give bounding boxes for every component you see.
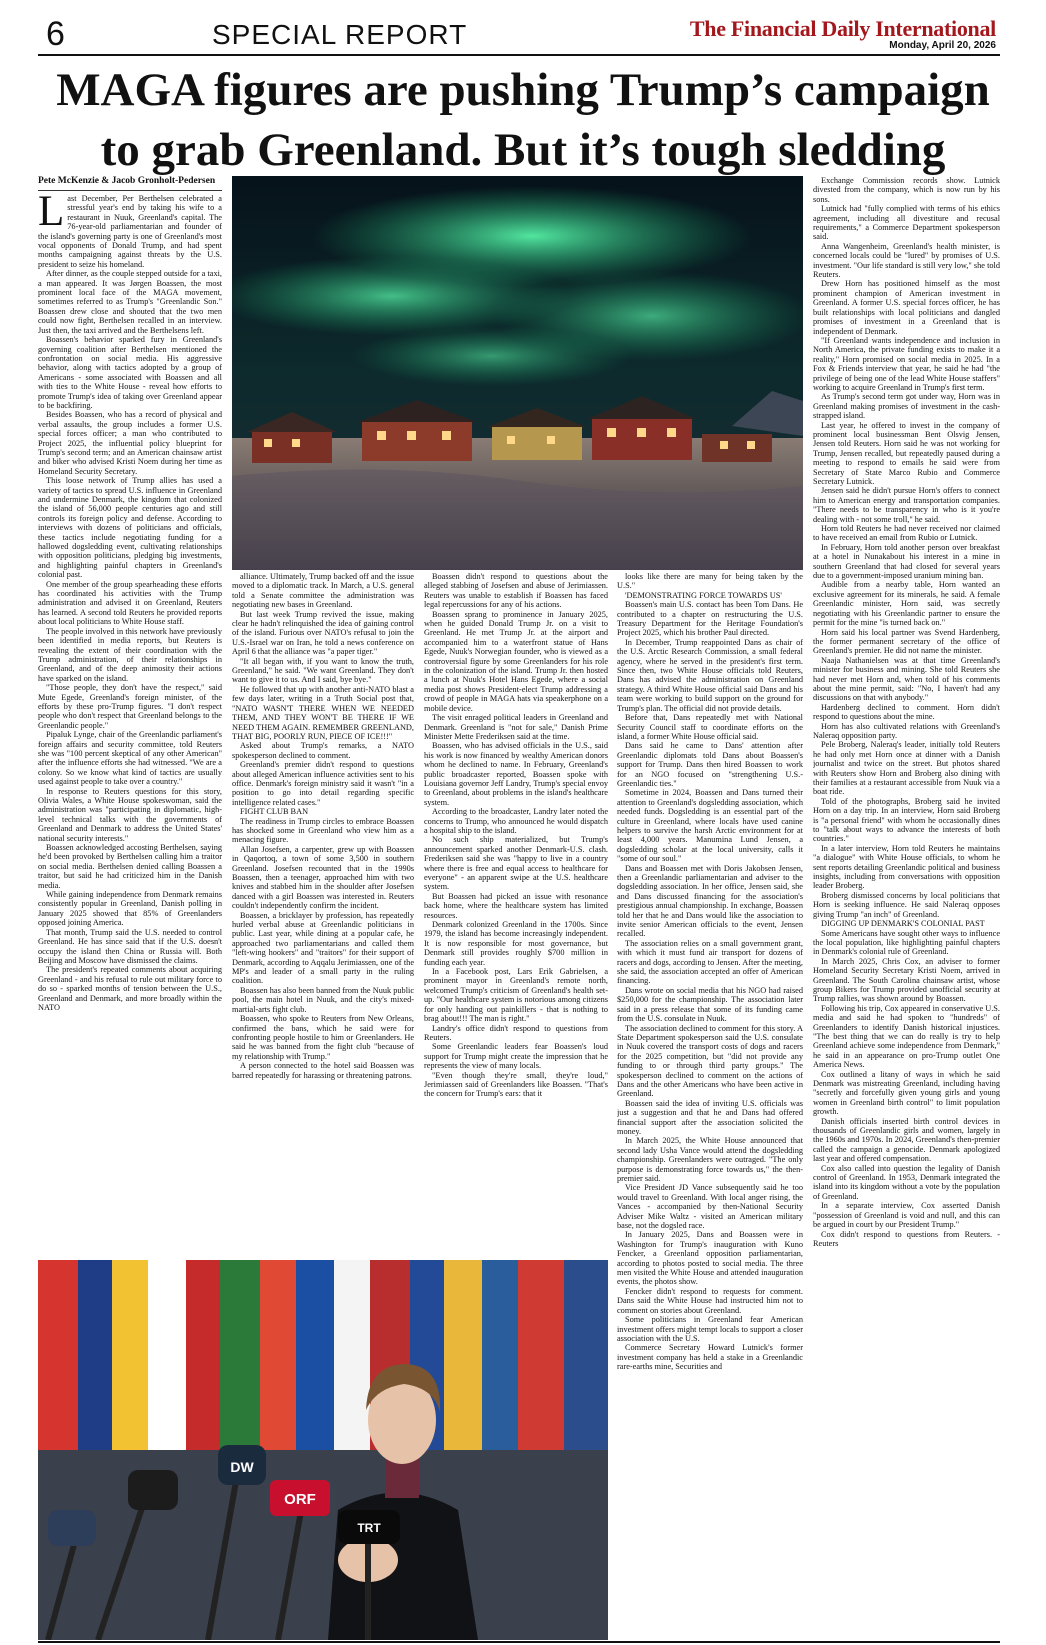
- paragraph: Boassen didn't respond to questions about the alleged stabbing of Josefsen and abuse of Jerimiassen. Reuters was unable to establish if Boassen has faced legal repercussions for any of his actions.: [424, 572, 608, 610]
- paragraph: Before that, Dans repeatedly met with National Security Council staff to coordinate efforts on the island, a former White House official said.: [617, 713, 803, 741]
- paragraph: After dinner, as the couple stepped outside for a taxi, a man appeared. It was Jørgen Boassen, the most prominent local face of the MAGA movement, sometimes referred to as Trump's "Greenlandic Son." Boassen drew close and shouted that the two men could now fight, Berthelsen recalled in an interview. Just then, the taxi arrived and the Berthelsens left.: [38, 269, 222, 335]
- paragraph: That month, Trump said the U.S. needed to control Greenland. He has since said that if the U.S. doesn't occupy the island then China or Russia will. Both Beijing and Moscow have dismissed the claims.: [38, 927, 222, 965]
- paragraph: The association relies on a small government grant, with which it must fund air transport for dozens of racers and dogs, according to Jensen. After the meeting, she said, the association accepted an offer of American financing.: [617, 938, 803, 986]
- paragraph: Told of the photographs, Broberg said he invited Horn on a day trip. In an interview, Horn said Broberg is "a personal friend" with whom he occasionally dines to "talk about ways to advance the interests of both countries.": [813, 796, 1000, 844]
- paragraph: Cox outlined a litany of ways in which he said Denmark was mistreating Greenland, including having "secretly and forcefully given young girls and young women in Greenland birth control" to limit population growth.: [813, 1069, 1000, 1117]
- paragraph: Cox also called into question the legality of Danish control of Greenland. In 1953, Denmark integrated the island into its kingdom without a vote by the population of Greenland.: [813, 1163, 1000, 1201]
- paragraph: One member of the group spearheading these efforts has coordinated his activities with the Trump administration and advised it on Greenland, Reuters has learned. A second told Reuters he provided reports about local politicians to White House staff.: [38, 579, 222, 627]
- paragraph: Boassen's main U.S. contact has been Tom Dans. He contributed to a chapter on restructuring the U.S. Treasury Department for the Heritage Foundation's Project 2025, which his brother Paul directed.: [617, 600, 803, 638]
- paragraph: "If Greenland wants independence and inclusion in North America, the private funding exists to make it a reality," Horn promised on social media in 2025. In a Fox & Friends interview that year, he said he had "the privilege of being one of the lead White House staffers" working to acquire Greenland in Trump's first term.: [813, 335, 1000, 392]
- paragraph: According to the broadcaster, Landry later noted the concerns to Trump, who announced he would dispatch a hospital ship to the island.: [424, 807, 608, 835]
- paragraph: Allan Josefsen, a carpenter, grew up with Boassen in Qaqortoq, a town of some 3,500 in southern Greenland. Josefsen recounted that in the 1990s Boassen, then a teenager, approached him with two knives and stabbed him in the shoulder after Josefsen danced with a girl Boassen was interested in. Reuters couldn't independently confirm the incident.: [232, 844, 414, 911]
- paragraph: "It all began with, if you want to know the truth, Greenland," he said. "We want Greenland. They don't want to give it to us. And I said, bye bye.": [232, 656, 414, 685]
- paragraph: Dans wrote on social media that his NGO had raised $250,000 for the championship. The association later said in a press release that some of its funding came from the U.S. consulate in Nuuk.: [617, 985, 803, 1024]
- paragraph: Horn has also cultivated relations with Greenland's Naleraq opposition party.: [813, 721, 1000, 740]
- aurora-photo: [232, 176, 803, 570]
- paragraph: Danish officials inserted birth control devices in thousands of Greenlandic girls and women, largely in the 1960s and 1970s. In 2024, Greenland's then-premier called the campaign a genocide. Denmark apologized last year and offered compensation.: [813, 1116, 1000, 1164]
- paragraph: Sometime in 2024, Boassen and Dans turned their attention to Greenland's dogsledding association, which needed funds. Dogsledding is an essential part of the culture in Greenland, where locals have used canine helpers to survive the harsh Arctic environment for at least 4,000 years. Manumina Lund Jensen, a dogsledding scholar at the local university, calls it "some of our soul.": [617, 788, 803, 864]
- paragraph: The president's repeated comments about acquiring Greenland - and his refusal to rule out military force to do so - sparked months of tension between the U.S., Greenland and Denmark, and more broadly within the NATO: [38, 965, 222, 1012]
- paragraph: Jensen said he didn't pursue Horn's offers to connect him to American energy and transportation companies. "There needs to be transparency in who is it you're dealing with - not some troll," he said.: [813, 486, 1000, 524]
- paragraph: The visit enraged political leaders in Greenland and Denmark. Greenland is "not for sale," Danish Prime Minister Mette Frederiksen said at the time.: [424, 713, 608, 741]
- flag-row: [38, 1260, 608, 1460]
- paragraph: Horn said his local partner was Svend Hardenberg, the former permanent secretary of the office of Greenland's premier. He did not name the minister.: [813, 627, 1000, 656]
- paragraph: This loose network of Trump allies has used a variety of tactics to spread U.S. influence in Greenland and undermine Denmark, the kingdom that colonized the island of 56,000 people centuries ago and still controls its foreign policy and defense. According to interviews with dozens of politicians and officials, these tactics include negotiating funding for a hallowed dogsledding event, cultivating relationships with opposition politicians, pledging big investments, and highlighting painful chapters in Greenland's colonial past.: [38, 476, 222, 580]
- paragraph: In a Facebook post, Lars Erik Gabrielsen, a prominent mayor in Greenland's remote north, welcomed Trump's criticism of Greenland's health set-up. "Our healthcare system is notorious among citizens for only handing out painkillers - that is nothing to brag about!!! The man is right.": [424, 967, 608, 1024]
- headline-line-1: MAGA figures are pushing Trump’s campaign: [56, 64, 990, 116]
- paragraph: In a later interview, Horn told Reuters he maintains "a dialogue" with White House officials, to whom he sent reports detailing Greenlandic political and business insights, including from conversations with opposition leader Broberg.: [813, 843, 1000, 891]
- paragraph: In March 2025, Chris Cox, an adviser to former Homeland Security Secretary Kristi Noem, arrived in Greenland. The South Carolina chainsaw artist, whose group Bikers for Trump provided unofficial security at Trump rallies, was shown around by Boassen.: [813, 956, 1000, 1004]
- paragraph: "Those people, they don't have the respect," said Mute Egede, Greenland's foreign minister, of the efforts by these pro-Trump figures. "I don't respect people who don't respect that Greenland belongs to the Greenlandic people.": [38, 683, 222, 730]
- byline-rule: [38, 190, 222, 191]
- paragraph: Audible from a nearby table, Horn wanted an exclusive agreement for its minerals, he said. A female Greenlandic minister, Horn said, was secretly negotiating with his Greenlandic partner to ensure the permit for the mine "is turned back on.": [813, 580, 1000, 628]
- paragraph: Boassen, who has advised officials in the U.S., said his work is now financed by wealthy American donors whom he declined to name. In February, Greenland's public broadcaster reported, Boassen spoke with Louisiana governor Jeff Landry, Trump's special envoy to Greenland, about problems in the island's healthcare system.: [424, 741, 608, 807]
- paragraph: In December, Trump reappointed Dans as chair of the U.S. Arctic Research Commission, a small federal agency, where he served in the president's first term. Since then, two White House officials told Reuters, Dans has advised the administration on Greenland strategy. A third White House official said Dans and his team were working to build support on the ground for Trump's plan. The official did not provide details.: [617, 637, 803, 713]
- paragraph: While gaining independence from Denmark remains consistently popular in Greenland, Danish polling in January 2025 showed that 85% of Greenlanders opposed joining America.: [38, 890, 222, 928]
- paragraph: But Boassen had picked an issue with resonance back home, where the healthcare system has limited resources.: [424, 891, 608, 920]
- paragraph: Hardenberg declined to comment. Horn didn't respond to questions about the mine.: [813, 702, 1000, 722]
- paragraph: Dans said he came to Dans' attention after Greenlandic diplomats told Dans about Boassen's support for Trump. Dans then hired Boassen to work for an NGO focused on "strengthening U.S.-Greenlandic ties.": [617, 741, 803, 788]
- article-column-3: [424, 572, 608, 1254]
- paragraph: The people involved in this network have previously been identified in media reports, but Reuters is revealing the extent of their coordination with the Trump administration, of their relationships in Greenland, and of the deep animosity their actions have sparked on the island.: [38, 626, 222, 683]
- page-number: 6: [46, 15, 65, 53]
- paragraph: Boassen, a bricklayer by profession, has repeatedly hurled verbal abuse at Greenlandic politicians in public. Last year, while dining at a popular cafe, he approached two parliamentarians and called them "left-wing hookers" and "traitors" for their support of Denmark, according to Aqqalu Jerimiassen, one of the MP's and leader of a small party in the ruling coalition.: [232, 910, 414, 986]
- paragraph: Broberg dismissed concerns by local politicians that Horn is seeking influence. He said Naleraq opposes giving Trump "an inch" of Greenland.: [813, 890, 1000, 919]
- article-column-4: [617, 572, 803, 1638]
- article-column-1: [38, 194, 222, 1254]
- paragraph: Commerce Secretary Howard Lutnick's former investment company has held a stake in a Greenlandic rare-earths mine, Securities and: [617, 1343, 803, 1372]
- paragraph: Landry's office didn't respond to questions from Reuters.: [424, 1023, 608, 1042]
- paragraph: Asked about Trump's remarks, a NATO spokesperson declined to comment.: [232, 741, 414, 760]
- headline-line-2: to grab Greenland. But it’s tough sledding: [100, 124, 946, 176]
- paragraph: Greenland's premier didn't respond to questions about alleged American influence activities sent to his office. Denmark's foreign ministry said it wasn't "in a position to go into detail regarding specific intelligence related cases.": [232, 760, 414, 807]
- paragraph: Boassen sprang to prominence in January 2025, when he guided Donald Trump Jr. on a visit to Greenland. He met Trump Jr. at the airport and accompanied him to a waterfront statue of Hans Egede, Nuuk's Norwegian founder, who is viewed as a controversial figure by some Greenlanders for his role in the colonization of the island. Trump Jr. then hosted a lunch at Nuuk's Hotel Hans Egede, where a social media post shows President-elect Trump addressing a crowd of people in MAGA hats via speakerphone on a mobile device.: [424, 609, 608, 713]
- publication-name: The Financial Daily International: [689, 16, 996, 41]
- drop-cap: L: [38, 194, 65, 235]
- paragraph: Some Greenlandic leaders fear Boassen's loud support for Trump might create the impression that he represents the view of many locals.: [424, 1042, 608, 1071]
- byline: Pete McKenzie & Jacob Gronholt-Pedersen: [38, 176, 216, 186]
- paragraph: Exchange Commission records show. Lutnick divested from the company, which is now run by his sons.: [813, 176, 1000, 204]
- paragraph: Fencker didn't respond to requests for comment. Dans said the White House had instructed him not to comment on stories about Greenland.: [617, 1286, 803, 1315]
- paragraph: Naaja Nathanielsen was at that time Greenland's minister for business and mining. She told Reuters she had never met Horn and, when told of his comments about the mine permit, said: "No, I haven't had any discussions on that with anybody.": [813, 655, 1000, 703]
- masthead: [38, 14, 1000, 56]
- issue-date: Monday, April 20, 2026: [889, 40, 996, 51]
- paragraph: alliance. Ultimately, Trump backed off and the issue moved to a diplomatic track. In March, a U.S. general told a Senate committee the administration was negotiating new bases in Greenland.: [232, 572, 414, 610]
- paragraph: Last year, he offered to invest in the company of prominent local businessman Bent Olsvig Jensen, Jensen told Reuters. Horn said he was not working for Trump, Jensen recalled, but repeatedly paused during a meeting to respond to emails he said were from Secretary of State Marco Rubio and Commerce Secretary Lutnick.: [813, 420, 1000, 486]
- paragraph: Boassen, who spoke to Reuters from New Orleans, confirmed the bans, which he said were for confronting people hostile to him or Greenlanders. He said he was banned from the fight club "because of my relationship with Trump.": [232, 1014, 414, 1061]
- subheading: 'DEMONSTRATING FORCE TOWARDS US': [625, 590, 782, 600]
- paragraph: A person connected to the hotel said Boassen was barred repeatedly for harassing or threatening patrons.: [232, 1061, 414, 1080]
- article-column-2: [232, 572, 414, 1254]
- paragraph: Lutnick had "fully complied with terms of his ethics agreement, including all divestiture and recusal requirements," a Commerce Department spokesperson said.: [813, 204, 1000, 242]
- paragraph: Besides Boassen, who has a record of physical and verbal assaults, the group includes a former U.S. special forces officer; a man who contributed to Project 2025, the influential policy blueprint for Trump's second term; and an American chainsaw artist and biker who advised Kristi Noem during her time as Homeland Security Secretary.: [38, 410, 222, 476]
- section-title: SPECIAL REPORT: [212, 19, 468, 50]
- paragraph: In February, Horn told another person over breakfast at a hotel in Nunakabout his interest in a mine in southern Greenland that had closed for several years due to a government-imposed uranium mining ban.: [813, 542, 1000, 581]
- mic-flag-dw: DW: [230, 1459, 254, 1475]
- paragraph-text: ast December, Per Berthelsen celebrated a stressful year's end by taking his wife to a restaurant in Nuuk, Greenland's capital. The 76-year-old parliamentarian and founder of the island's governing party is one of Greenland's most vocal opponents of Donald Trump, and had spent months campaigning against threats by the U.S. president to seize his homeland.: [38, 194, 222, 269]
- press-conference-photo: [38, 1260, 608, 1640]
- mic-flag-trt: TRT: [357, 1521, 381, 1535]
- aurora-photo-illustration: [232, 176, 803, 570]
- article-column-5: [813, 176, 1000, 1638]
- paragraph: Some Americans have sought other ways to influence the local population, like highlighting painful chapters in Denmark's colonial rule of Greenland.: [813, 928, 1000, 957]
- headline: [30, 60, 1016, 180]
- paragraph: In January 2025, Dans and Boassen were in Washington for Trump's inauguration with Kuno Fencker, a Greenland opposition parliamentarian, according to photos posted to social media. The three men visited the White House and attended inauguration events, the photos show.: [617, 1230, 803, 1287]
- paragraph: In response to Reuters questions for this story, Olivia Wales, a White House spokeswoman, said the administration was "participating in diplomatic, high-level technical talks with the governments of Greenland and Denmark to address the United States' national security interests.": [38, 786, 222, 843]
- paragraph: Horn told Reuters he had never received nor claimed to have received an email from Rubio or Lutnick.: [813, 524, 1000, 543]
- subheading: FIGHT CLUB BAN: [240, 807, 309, 817]
- paragraph: Cox didn't respond to questions from Reuters. -Reuters: [813, 1229, 1000, 1248]
- paragraph: Denmark colonized Greenland in the 1700s. Since 1979, the island has become increasingly independent. It is now responsible for most governance, but Denmark still provides roughly $700 million in funding each year.: [424, 920, 608, 967]
- paragraph: looks like there are many for being taken by the U.S.": [617, 572, 803, 591]
- paragraph: Pele Broberg, Naleraq's leader, initially told Reuters he had only met Horn once at dinner with a Danish journalist and twice on the street. But photos shared with Reuters show Horn and Broberg also dining with their families at a restaurant accessible from Nuuk via a boat ride.: [813, 740, 1000, 797]
- paragraph: The readiness in Trump circles to embrace Boassen has shocked some in Greenland who view him as a menacing figure.: [232, 816, 414, 845]
- paragraph: The association declined to comment for this story. A State Department spokesperson said the U.S. consulate in Nuuk covered the transport costs of dogs and racers for the 2025 competition, but "did not provide any funding to or through third party groups." The spokesperson declined to comment on the actions of Dans and the other Americans who have been active in Greenland.: [617, 1023, 803, 1099]
- paragraph: Some politicians in Greenland fear American investment offers might tempt locals to support a closer association with the U.S.: [617, 1315, 803, 1343]
- paragraph: Pipaluk Lynge, chair of the Greenlandic parliament's foreign affairs and security committee, told Reuters she was "100 percent skeptical of any other American" after the influence efforts she had witnessed. "We are a colony. So we know what kind of tactics are usually used against people to take over a country.": [38, 730, 222, 787]
- paragraph: In March 2025, the White House announced that second lady Usha Vance would attend the dogsledding championship. Greenlanders were outraged. "The only purpose is demonstrating force towards us," the then-premier said.: [617, 1136, 803, 1183]
- paragraph: Boassen said the idea of inviting U.S. officials was just a suggestion and that he and Dans had offered financial support after the association solicited the money.: [617, 1098, 803, 1136]
- paragraph: "Even though they're small, they're loud," Jerimiassen said of Greenlanders like Boassen. "That's the concern for Trump's ears: that it: [424, 1070, 608, 1099]
- paragraph: In a separate interview, Cox asserted Danish "possession of Greenland is void and null, and this can be argued in court by our President Trump.": [813, 1201, 1000, 1230]
- paragraph: Dans and Boassen met with Doris Jakobsen Jensen, then a Greenlandic parliamentarian and adviser to the dogsledding association. In her office, Jensen said, she and Dans discussed financing for the association's prestigious annual championship. In exchange, Boassen told her that he and Dans would like the association to invite senior American officials to the event, Jensen recalled.: [617, 863, 803, 939]
- subheading: DIGGING UP DENMARK'S COLONIAL PAST: [821, 919, 985, 929]
- paragraph: Boassen's behavior sparked fury in Greenland's governing coalition after Berthelsen mentioned the confrontation on social media. His aggressive behavior, along with tactics adopted by a group of Americans - some associated with Boassen and all with ties to the White House - reveal how efforts to promote Trump's idea of taking over Greenland appear to be backfiring.: [38, 335, 222, 410]
- paragraph: Boassen has also been banned from the Nuuk public pool, the main hotel in Nuuk, and the city's mixed-martial-arts fight club.: [232, 985, 414, 1014]
- paragraph: Drew Horn has positioned himself as the most prominent champion of American investment in Greenland. A former U.S. special forces officer, he has built relationships with local politicians and dangled promises of investment in a Greenland that is independent of Denmark.: [813, 279, 1000, 336]
- press-conference-illustration: [38, 1260, 608, 1640]
- paragraph: [38, 194, 222, 269]
- paragraph: He followed that up with another anti-NATO blast a few days later, writing in a Truth Social post that, "NATO WASN'T THERE WHEN WE NEEDED THEM, AND THEY WON'T BE THERE IF WE NEED THEM AGAIN. REMEMBER GREENLAND, THAT BIG, POORLY RUN, PIECE OF ICE!!!": [232, 684, 414, 741]
- paragraph: But last week Trump revived the issue, making clear he hadn't relinquished the idea of gaining control of the island. Furious over NATO's refusal to join the U.S.-Israel war on Iran, he told a news conference on April 6 that the alliance was "a paper tiger.": [232, 609, 414, 657]
- paragraph: Vice President JD Vance subsequently said he too would travel to Greenland. With local anger rising, the Vances - accompanied by then-National Security Adviser Mike Waltz - visited an American military base, not the dogsled race.: [617, 1183, 803, 1231]
- bottom-rule: [38, 1641, 1000, 1643]
- paragraph: Anna Wangenheim, Greenland's health minister, is concerned locals could be "lured" by promises of U.S. investment. "Our life standard is still very low," she told Reuters.: [813, 241, 1000, 280]
- paragraph: Following his trip, Cox appeared in conservative U.S. media and said he had spoken to "hundreds" of Greenlanders to identify Danish historical injustices. "The best thing that we can do really is try to help Greenland achieve some independence from Denmark," he said in an appearance on pro-Trump outlet One America News.: [813, 1003, 1000, 1070]
- paragraph: No such ship materialized, but Trump's announcement sparked another Denmark-U.S. clash. Frederiksen said she was "happy to live in a country where there is free and equal access to healthcare for everyone" - an apparent swipe at the U.S. healthcare system.: [424, 835, 608, 892]
- paragraph: Boassen acknowledged accosting Berthelsen, saying he'd been provoked by Berthelsen calling him a traitor on social media. Berthelsen denied calling Boassen a traitor, but said he had criticized him in the Danish media.: [38, 843, 222, 890]
- mic-flag-orf: ORF: [284, 1491, 316, 1508]
- paragraph: As Trump's second term got under way, Horn was in Greenland making promises of investment in the cash-strapped island.: [813, 392, 1000, 421]
